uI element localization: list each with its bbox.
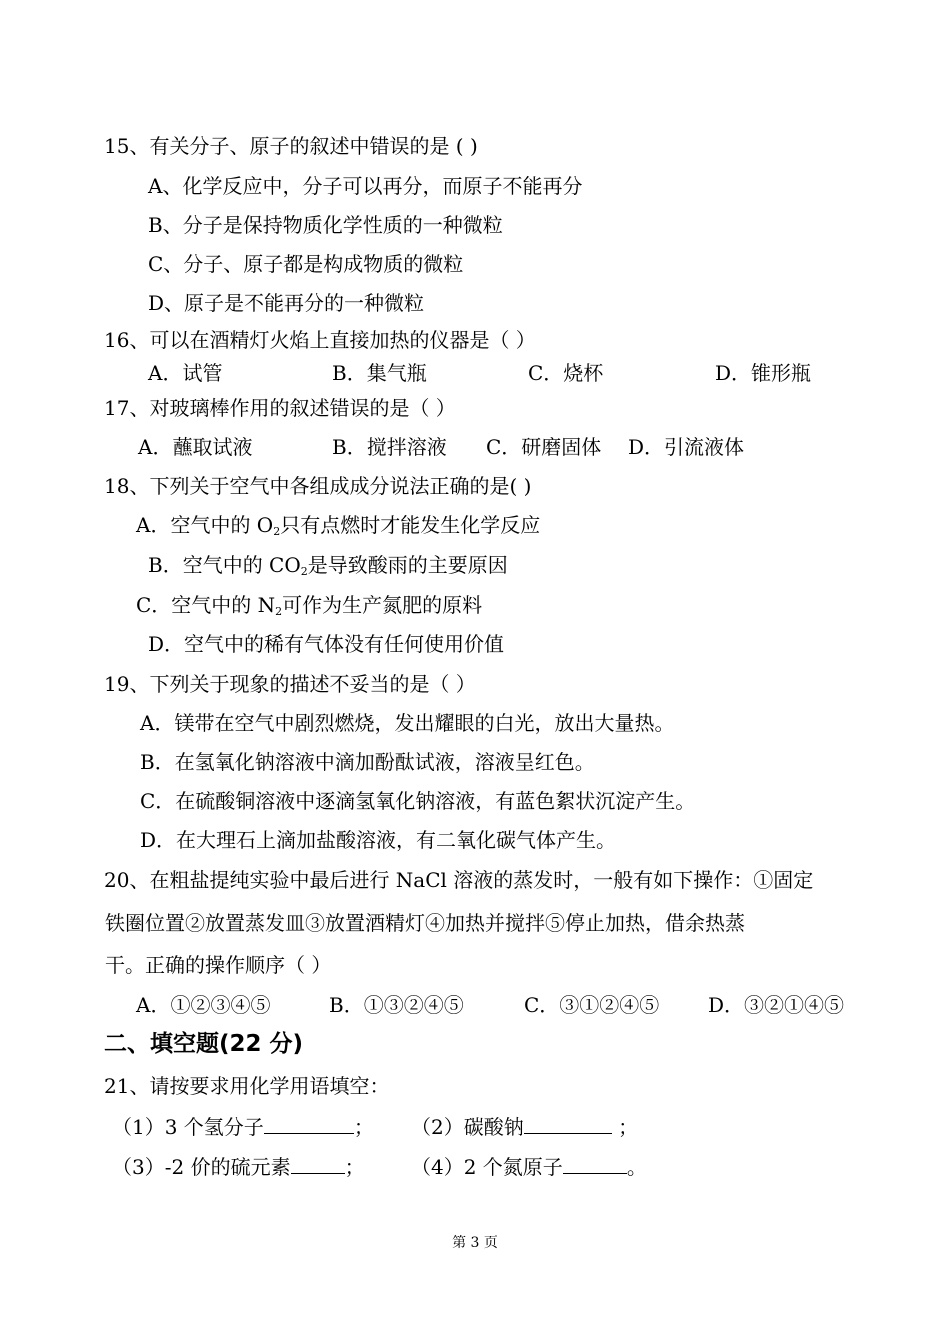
- q21-item-4: （4）2 个氮原子 。: [411, 1155, 647, 1179]
- q15-option-d: D、原子是不能再分的一种微粒: [148, 291, 425, 315]
- section-2-title: 二、填空题(22 分): [104, 1031, 304, 1057]
- q20-option-a: A．①②③④⑤: [136, 993, 271, 1017]
- q15-option-a: A、化学反应中，分子可以再分，而原子不能再分: [148, 174, 583, 198]
- q20-stem-line-1: 20、在粗盐提纯实验中最后进行 NaCl 溶液的蒸发时，一般有如下操作：①固定: [104, 868, 814, 892]
- q21-item-2: （2）碳酸钠 ；: [411, 1115, 639, 1139]
- q19-option-c: C．在硫酸铜溶液中逐滴氢氧化钠溶液，有蓝色絮状沉淀产生。: [140, 789, 696, 813]
- q16-stem: 16、可以在酒精灯火焰上直接加热的仪器是（ ）: [104, 328, 536, 352]
- q21-item-3: （3）-2 价的硫元素 ；: [112, 1155, 365, 1179]
- q20-option-b: B．①③②④⑤: [329, 993, 464, 1017]
- q17-stem: 17、对玻璃棒作用的叙述错误的是（ ）: [104, 396, 456, 420]
- q18-stem: 18、下列关于空气中各组成成分说法正确的是( ): [104, 474, 532, 498]
- q16-option-b: B．集气瓶: [332, 361, 427, 385]
- q19-option-a: A．镁带在空气中剧烈燃烧，发出耀眼的白光，放出大量热。: [140, 711, 675, 735]
- q15-option-c: C、分子、原子都是构成物质的微粒: [148, 252, 464, 276]
- q20-stem-line-3: 干。正确的操作顺序（ ）: [105, 953, 332, 977]
- answer-blank[interactable]: [524, 1115, 612, 1134]
- q15-stem: 15、有关分子、原子的叙述中错误的是 ( ): [104, 134, 478, 158]
- q21-item-1: （1）3 个氢分子 ；: [112, 1115, 374, 1139]
- q17-option-d: D．引流液体: [628, 435, 745, 459]
- q18-option-c: C．空气中的 $N_2$可作为生产氮肥的原料: [136, 593, 483, 618]
- q18-option-b: B．空气中的 $CO_2$是导致酸雨的主要原因: [148, 553, 508, 578]
- q20-stem-line-2: 铁圈位置②放置蒸发皿③放置酒精灯④加热并搅拌⑤停止加热，借余热蒸: [105, 911, 745, 935]
- q19-option-d: D．在大理石上滴加盐酸溶液，有二氧化碳气体产生。: [140, 828, 617, 852]
- q17-option-c: C．研磨固体: [486, 435, 602, 459]
- q20-option-c: C．③①②④⑤: [524, 993, 660, 1017]
- q17-option-a: A．蘸取试液: [138, 435, 253, 459]
- q18-option-d: D．空气中的稀有气体没有任何使用价值: [148, 632, 505, 656]
- q16-option-a: A．试管: [148, 361, 223, 385]
- q18-option-a: A．空气中的 $O_2$只有点燃时才能发生化学反应: [136, 513, 541, 538]
- answer-blank[interactable]: [264, 1115, 354, 1134]
- q20-option-d: D．③②①④⑤: [708, 993, 845, 1017]
- q17-option-b: B．搅拌溶液: [332, 435, 447, 459]
- q19-option-b: B．在氢氧化钠溶液中滴加酚酞试液，溶液呈红色。: [140, 750, 595, 774]
- q16-option-d: D．锥形瓶: [715, 361, 812, 385]
- q21-stem: 21、请按要求用化学用语填空：: [104, 1074, 390, 1098]
- page-number: 第 3 页: [452, 1235, 498, 1251]
- q15-option-b: B、分子是保持物质化学性质的一种微粒: [148, 213, 503, 237]
- q16-option-c: C．烧杯: [528, 361, 604, 385]
- answer-blank[interactable]: [563, 1155, 627, 1174]
- q19-stem: 19、下列关于现象的描述不妥当的是（ ）: [104, 672, 476, 696]
- answer-blank[interactable]: [291, 1155, 345, 1174]
